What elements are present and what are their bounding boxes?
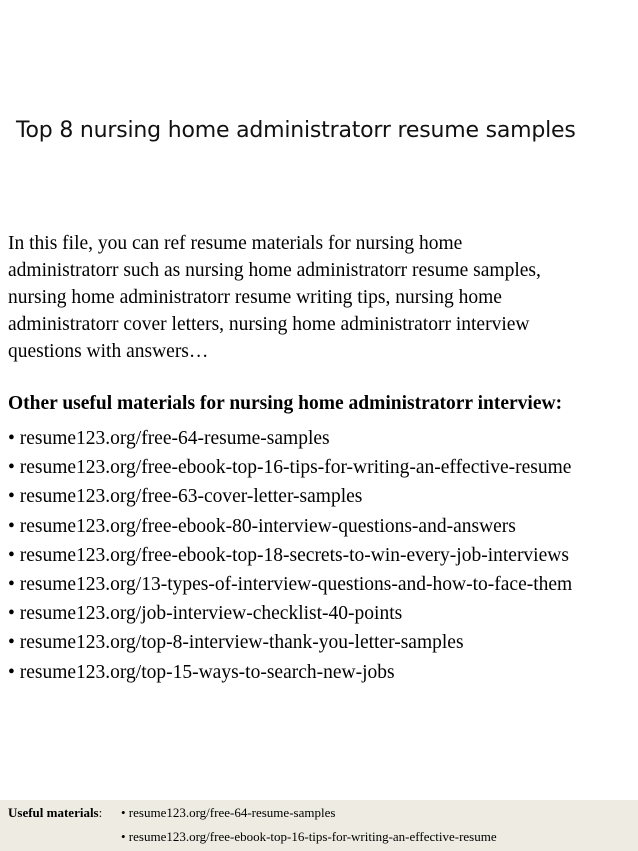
material-link[interactable]: • resume123.org/13-types-of-interview-questions-and-how-to-face-them xyxy=(8,573,573,595)
material-link[interactable]: • resume123.org/free-64-resume-samples xyxy=(8,428,330,449)
footer-bar xyxy=(0,800,638,851)
intro-line: In this file, you can ref resume materials for nursing home xyxy=(8,233,463,254)
footer-label xyxy=(8,805,102,821)
material-link[interactable]: • resume123.org/free-ebook-top-16-tips-for-writing-an-effective-resume xyxy=(8,457,572,479)
material-link[interactable]: • resume123.org/free-63-cover-letter-samples xyxy=(8,486,363,508)
footer-link[interactable]: • resume123.org/free-64-resume-samples xyxy=(121,805,336,820)
footer-link[interactable]: • resume123.org/free-ebook-top-16-tips-for-writing-an-effective-resume xyxy=(121,829,497,844)
materials-heading: Other useful materials for nursing home administratorr interview: xyxy=(8,393,563,414)
intro-paragraph xyxy=(8,230,628,365)
material-link[interactable]: • resume123.org/job-interview-checklist-40-points xyxy=(8,603,403,625)
material-link[interactable]: • resume123.org/top-15-ways-to-search-new-jobs xyxy=(8,661,395,683)
intro-line: administratorr such as nursing home administratorr resume samples, xyxy=(8,260,541,281)
footer-label-text: Useful materials xyxy=(8,805,99,820)
intro-line: administratorr cover letters, nursing home administratorr interview xyxy=(8,314,530,335)
material-link[interactable]: • resume123.org/top-8-interview-thank-you-letter-samples xyxy=(8,632,464,654)
page-title: Top 8 nursing home administratorr resume samples xyxy=(16,118,576,143)
intro-line: nursing home administratorr resume writing tips, nursing home xyxy=(8,287,502,308)
materials-list xyxy=(8,424,572,687)
footer-label-colon: : xyxy=(98,805,103,820)
intro-line: questions with answers… xyxy=(8,341,209,362)
material-link[interactable]: • resume123.org/free-ebook-80-interview-questions-and-answers xyxy=(8,515,516,537)
material-link[interactable]: • resume123.org/free-ebook-top-18-secrets-to-win-every-job-interviews xyxy=(8,544,569,566)
